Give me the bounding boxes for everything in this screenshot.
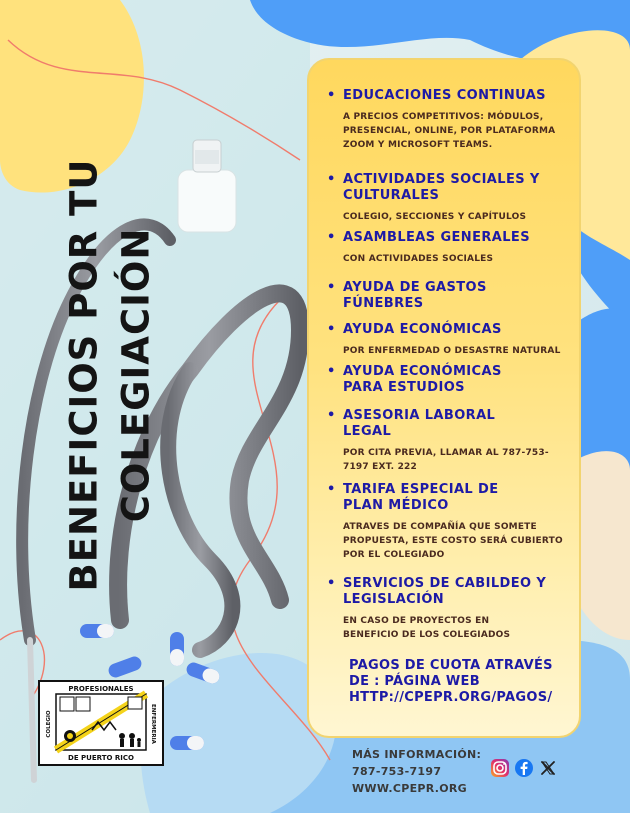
- benefit-item: [327, 364, 537, 396]
- title-line-1: BENEFICIOS POR TU: [62, 158, 106, 592]
- contact-phone[interactable]: 787-753-7197: [352, 765, 442, 778]
- payment-line-1: PAGOS DE CUOTA ATRAVÉS: [349, 658, 553, 673]
- logo-right-text: ENFERMERIA: [150, 704, 156, 744]
- college-logo: [38, 680, 164, 766]
- benefit-desc: ATRAVES DE COMPAÑÍA QUE SOMETE PROPUESTA, ESTE COSTO SERÁ CUBIERTO POR EL COLEGIADO: [343, 522, 563, 560]
- social-links: [490, 758, 558, 778]
- benefit-title: • AYUDA ECONÓMICAS PARA ESTUDIOS: [327, 364, 537, 396]
- logo-bottom-text: DE PUERTO RICO: [68, 754, 134, 762]
- contact-info: [352, 746, 481, 797]
- poster-title: [55, 130, 165, 620]
- facebook-icon[interactable]: [514, 758, 534, 778]
- benefit-title: • AYUDA ECONÓMICAS: [327, 322, 577, 338]
- benefit-title: • TARIFA ESPECIAL DE PLAN MÉDICO: [327, 482, 527, 514]
- benefit-item: [327, 576, 557, 642]
- benefit-desc: POR ENFERMEDAD O DESASTRE NATURAL: [343, 346, 561, 356]
- contact-heading: MÁS INFORMACIÓN:: [352, 748, 482, 761]
- benefit-title: • AYUDA DE GASTOS FÚNEBRES: [327, 280, 527, 312]
- benefit-item: [327, 88, 557, 152]
- benefit-desc: COLEGIO, SECCIONES Y CAPÍTULOS: [343, 212, 527, 222]
- logo-left-text: COLEGIO: [46, 710, 52, 738]
- benefit-title: • ASESORIA LABORAL LEGAL: [327, 408, 527, 440]
- instagram-icon[interactable]: [490, 758, 510, 778]
- benefit-title: • ACTIVIDADES SOCIALES Y CULTURALES: [327, 172, 577, 204]
- benefit-title: • ASAMBLEAS GENERALES: [327, 230, 577, 246]
- benefit-title: • SERVICIOS DE CABILDEO Y LEGISLACIÓN: [327, 576, 557, 608]
- payment-url-link[interactable]: HTTP://CPEPR.ORG/PAGOS/: [349, 690, 553, 705]
- benefit-title: • EDUCACIONES CONTINUAS: [327, 88, 557, 104]
- logo-graphic: [40, 682, 162, 764]
- x-icon[interactable]: [538, 758, 558, 778]
- benefit-item: [327, 280, 527, 312]
- benefit-desc: CON ACTIVIDADES SOCIALES: [343, 254, 494, 264]
- benefit-item: [327, 408, 549, 474]
- benefit-item: [327, 172, 577, 224]
- logo-top-text: PROFESIONALES: [68, 685, 134, 693]
- benefits-card: [307, 58, 581, 738]
- benefit-item: [327, 230, 577, 266]
- payment-line-2: DE : PÁGINA WEB: [349, 674, 480, 689]
- benefit-desc: A PRECIOS COMPETITIVOS: MÓDULOS, PRESENCIAL, ONLINE, POR PLATAFORMA ZOOM Y MICROSOFT TEAMS.: [343, 112, 556, 150]
- payment-info: [349, 658, 577, 706]
- contact-website-link[interactable]: WWW.CPEPR.ORG: [352, 782, 467, 795]
- benefit-desc: EN CASO DE PROYECTOS EN BENEFICIO DE LOS COLEGIADOS: [343, 616, 511, 640]
- title-line-2: COLEGIACIÓN: [114, 227, 158, 523]
- benefit-item: [327, 482, 563, 562]
- benefit-desc: POR CITA PREVIA, LLAMAR AL 787-753-7197 EXT. 222: [343, 448, 549, 472]
- benefit-item: [327, 322, 577, 358]
